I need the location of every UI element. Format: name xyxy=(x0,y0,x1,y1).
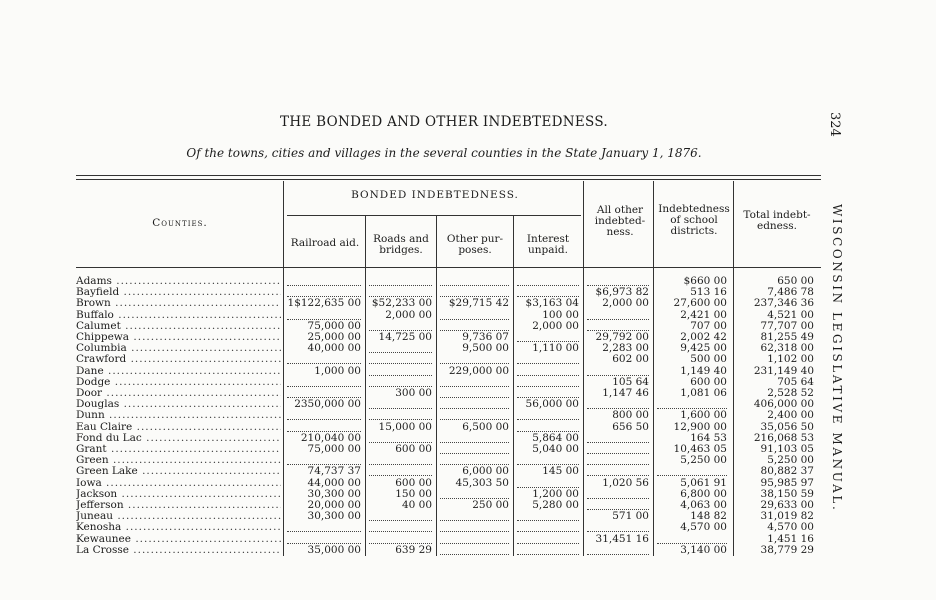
empty-cell-leader xyxy=(287,418,361,420)
cell-interest: 56,000 00 xyxy=(525,398,579,411)
county-name: Door ..... xyxy=(76,388,281,399)
empty-cell-leader xyxy=(587,553,649,555)
empty-cell-leader xyxy=(369,362,432,364)
cell-school: 5,061 91 xyxy=(680,476,727,489)
empty-cell-leader xyxy=(587,318,649,320)
county-name: Chippewa ..... xyxy=(76,332,281,343)
cell-interest: 1,110 00 xyxy=(532,342,579,355)
cell-all-other: 800 00 xyxy=(612,409,649,422)
col-divider xyxy=(436,216,437,556)
col-divider xyxy=(283,181,284,556)
empty-cell-leader xyxy=(587,441,649,443)
cell-other: 9,736 07 xyxy=(462,331,509,343)
cell-total: 231,149 40 xyxy=(753,364,814,377)
cell-roads: 600 00 xyxy=(395,443,432,455)
cell-railroad: 44,000 00 xyxy=(307,476,361,489)
cell-all-other: 105 64 xyxy=(612,375,649,388)
cell-total: 31,019 82 xyxy=(760,510,814,523)
cell-total: 1,102 00 xyxy=(767,353,814,366)
cell-school: 600 00 xyxy=(690,375,727,388)
empty-cell-leader xyxy=(369,284,432,286)
cell-all-other: 2,283 00 xyxy=(602,342,649,355)
cell-school: 1,149 40 xyxy=(680,364,727,377)
cell-total: 705 64 xyxy=(777,375,814,388)
cell-school: 513 16 xyxy=(690,286,727,299)
cell-roads: 150 00 xyxy=(395,487,432,500)
cell-total: 91,103 05 xyxy=(760,443,814,455)
cell-total: 81,255 49 xyxy=(760,331,814,343)
cell-total: 38,779 29 xyxy=(760,543,814,556)
cell-all-other: 656 50 xyxy=(612,420,649,433)
cell-railroad: 75,000 00 xyxy=(307,443,361,455)
empty-cell-leader xyxy=(517,418,579,420)
cell-total: 5,250 00 xyxy=(767,454,814,467)
header-all-other: All other indebted- ness. xyxy=(594,204,646,238)
county-name: Buffalo ..... xyxy=(76,310,281,321)
cell-railroad: 30,300 00 xyxy=(307,487,361,500)
county-name: Juneau ..... xyxy=(76,511,281,522)
cell-total: 7,486 78 xyxy=(767,286,814,299)
empty-cell-leader xyxy=(517,553,579,555)
cell-all-other: 29,792 00 xyxy=(595,331,649,343)
county-name: Dunn ..... xyxy=(76,410,281,421)
col-divider xyxy=(733,181,734,556)
county-name: Fond du Lac ..... xyxy=(76,433,281,444)
empty-cell-leader xyxy=(369,407,432,409)
cell-total: 216,068 53 xyxy=(753,431,814,444)
empty-cell-leader xyxy=(440,318,509,320)
empty-cell-leader xyxy=(517,374,579,376)
col-divider xyxy=(513,216,514,556)
cell-total: 237,346 36 xyxy=(753,297,814,310)
cell-school: 2,421 00 xyxy=(680,308,727,321)
empty-cell-leader xyxy=(369,519,432,521)
cell-roads: 15,000 00 xyxy=(378,420,432,433)
cell-other: 45,303 50 xyxy=(455,476,509,489)
county-name: Jackson ..... xyxy=(76,489,281,500)
cell-school: 3,140 00 xyxy=(680,543,727,556)
county-name: Bayfield ..... xyxy=(76,287,281,298)
top-rule xyxy=(76,175,821,176)
cell-interest: 100 00 xyxy=(542,308,579,321)
cell-railroad: 30,300 00 xyxy=(307,510,361,523)
county-name: Columbia ..... xyxy=(76,343,281,354)
cell-all-other: 31,451 16 xyxy=(595,532,649,545)
empty-cell-leader xyxy=(517,530,579,532)
cell-railroad: 1$122,635 00 xyxy=(287,297,361,310)
header-interest: Interest unpaid. xyxy=(526,233,570,256)
cell-school: $660 00 xyxy=(683,275,727,287)
empty-cell-leader xyxy=(440,396,509,398)
county-name: Brown ..... xyxy=(76,298,281,309)
empty-cell-leader xyxy=(287,530,361,532)
county-name: Dodge ..... xyxy=(76,377,281,388)
empty-cell-leader xyxy=(440,542,509,544)
cell-total: 38,150 59 xyxy=(760,487,814,500)
cell-interest: 145 00 xyxy=(542,465,579,478)
county-name: Crawford ..... xyxy=(76,354,281,365)
cell-total: 77,707 00 xyxy=(760,319,814,332)
county-name: Kewaunee ..... xyxy=(76,534,281,545)
page-subtitle: Of the towns, cities and villages in the several counties in the State January 1, 1876. xyxy=(186,146,702,160)
county-name: Eau Claire ..... xyxy=(76,422,281,433)
cell-school: 4,063 00 xyxy=(680,499,727,511)
empty-cell-leader xyxy=(440,441,509,443)
cell-all-other: 571 00 xyxy=(612,510,649,523)
cell-railroad: 2350,000 00 xyxy=(294,398,361,411)
cell-total: 650 00 xyxy=(777,275,814,287)
cell-interest: $3,163 04 xyxy=(525,297,579,310)
cell-total: 62,318 00 xyxy=(760,342,814,355)
cell-interest: 1,200 00 xyxy=(532,487,579,500)
cell-railroad: 210,040 00 xyxy=(300,431,361,444)
header-bonded: BONDED INDEBTEDNESS. xyxy=(351,189,519,201)
cell-school: 12,900 00 xyxy=(673,420,727,433)
cell-interest: 5,040 00 xyxy=(532,443,579,455)
county-name: Douglas ..... xyxy=(76,399,281,410)
county-name: Calumet ..... xyxy=(76,321,281,332)
county-name: La Crosse ..... xyxy=(76,545,281,556)
cell-school: 500 00 xyxy=(690,353,727,366)
cell-all-other: 1,147 46 xyxy=(602,387,649,399)
header-school: Indebtedness of school districts. xyxy=(658,203,730,237)
col-divider xyxy=(653,181,654,556)
cell-other: 6,000 00 xyxy=(462,465,509,478)
cell-school: 1,081 06 xyxy=(680,387,727,399)
empty-cell-leader xyxy=(369,530,432,532)
header-counties: Counties. xyxy=(152,217,208,229)
side-running-head: WISCONSIN LEGISLATIVE MANUAL. xyxy=(830,204,844,513)
cell-total: 29,633 00 xyxy=(760,499,814,511)
county-name: Iowa ..... xyxy=(76,478,281,489)
cell-interest: 5,280 00 xyxy=(532,499,579,511)
cell-total: 2,400 00 xyxy=(767,409,814,422)
cell-school: 27,600 00 xyxy=(673,297,727,310)
county-name: Adams ..... xyxy=(76,276,281,287)
empty-cell-leader xyxy=(369,351,432,353)
empty-cell-leader xyxy=(440,407,509,409)
cell-total: 406,000 00 xyxy=(753,398,814,411)
empty-cell-leader xyxy=(369,463,432,465)
county-name: Green Lake ..... xyxy=(76,466,281,477)
cell-roads: $52,233 00 xyxy=(371,297,432,310)
header-bottom-rule xyxy=(76,267,821,268)
cell-railroad: 35,000 00 xyxy=(307,543,361,556)
cell-other: 6,500 00 xyxy=(462,420,509,433)
empty-cell-leader xyxy=(440,553,509,555)
header-total: Total indebt- edness. xyxy=(743,209,811,232)
cell-total: 95,985 97 xyxy=(760,476,814,489)
cell-school: 2,002 42 xyxy=(680,331,727,343)
col-divider xyxy=(583,181,584,556)
cell-total: 1,451 16 xyxy=(767,532,814,545)
cell-all-other: 1,020 56 xyxy=(602,476,649,489)
empty-cell-leader xyxy=(440,519,509,521)
cell-interest: 2,000 00 xyxy=(532,319,579,332)
cell-railroad: 1,000 00 xyxy=(314,364,361,377)
empty-cell-leader xyxy=(517,362,579,364)
cell-other: 229,000 00 xyxy=(448,364,509,377)
col-divider xyxy=(365,216,366,556)
cell-total: 4,570 00 xyxy=(767,521,814,534)
empty-cell-leader xyxy=(440,385,509,387)
cell-school: 10,463 05 xyxy=(673,443,727,455)
header-other-purposes: Other pur- poses. xyxy=(446,233,504,256)
header-railroad: Railroad aid. xyxy=(290,237,360,249)
cell-school: 1,600 00 xyxy=(680,409,727,422)
cell-total: 4,521 00 xyxy=(767,308,814,321)
cell-school: 9,425 00 xyxy=(680,342,727,355)
cell-roads: 14,725 00 xyxy=(378,331,432,343)
county-name: Grant ..... xyxy=(76,444,281,455)
cell-total: 80,882 37 xyxy=(760,465,814,478)
cell-railroad: 74,737 37 xyxy=(307,465,361,478)
empty-cell-leader xyxy=(517,542,579,544)
empty-cell-leader xyxy=(517,385,579,387)
empty-cell-leader xyxy=(369,374,432,376)
cell-railroad: 20,000 00 xyxy=(307,499,361,511)
cell-roads: 300 00 xyxy=(395,387,432,399)
county-name: Jefferson ..... xyxy=(76,500,281,511)
top-rule-2 xyxy=(76,179,821,180)
cell-roads: 639 29 xyxy=(395,543,432,556)
cell-school: 164 53 xyxy=(690,431,727,444)
cell-railroad: 75,000 00 xyxy=(307,319,361,332)
empty-cell-leader xyxy=(440,452,509,454)
cell-all-other: 602 00 xyxy=(612,353,649,366)
cell-school: 148 82 xyxy=(690,510,727,523)
cell-railroad: 25,000 00 xyxy=(307,331,361,343)
header-roads: Roads and bridges. xyxy=(373,233,429,256)
empty-cell-leader xyxy=(587,497,649,499)
cell-all-other: $6,973 82 xyxy=(595,286,649,299)
cell-school: 707 00 xyxy=(690,319,727,332)
empty-cell-leader xyxy=(287,385,361,387)
cell-interest: 5,864 00 xyxy=(532,431,579,444)
empty-cell-leader xyxy=(517,284,579,286)
cell-all-other: 2,000 00 xyxy=(602,297,649,310)
page-number: 324 xyxy=(827,112,842,137)
cell-other: 9,500 00 xyxy=(462,342,509,355)
cell-school: 5,250 00 xyxy=(680,454,727,467)
county-name: Dane ..... xyxy=(76,366,281,377)
cell-roads: 2,000 00 xyxy=(385,308,432,321)
empty-cell-leader xyxy=(587,452,649,454)
empty-cell-leader xyxy=(587,463,649,465)
cell-school: 6,800 00 xyxy=(680,487,727,500)
empty-cell-leader xyxy=(440,530,509,532)
county-name: Green ..... xyxy=(76,455,281,466)
cell-railroad: 40,000 00 xyxy=(307,342,361,355)
cell-roads: 40 00 xyxy=(401,499,432,511)
cell-total: 35,056 50 xyxy=(760,420,814,433)
county-name: Kenosha ..... xyxy=(76,522,281,533)
cell-other: 250 00 xyxy=(472,499,509,511)
empty-cell-leader xyxy=(440,284,509,286)
empty-cell-leader xyxy=(287,284,361,286)
cell-school: 4,570 00 xyxy=(680,521,727,534)
page-title: THE BONDED AND OTHER INDEBTEDNESS. xyxy=(280,114,608,130)
cell-total: 2,528 52 xyxy=(767,387,814,399)
cell-other: $29,715 42 xyxy=(448,297,509,310)
bonded-underline xyxy=(287,215,581,216)
cell-roads: 600 00 xyxy=(395,476,432,489)
empty-cell-leader xyxy=(517,519,579,521)
